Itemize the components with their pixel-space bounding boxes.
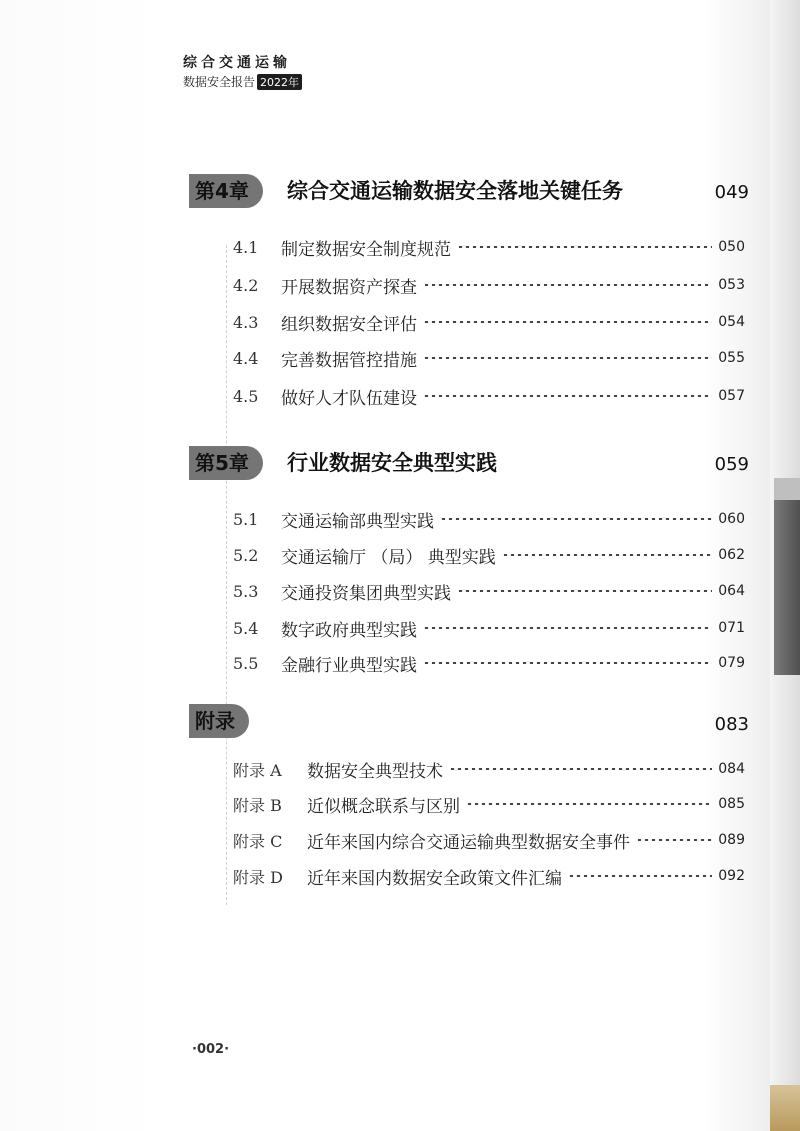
entry-title: 近年来国内数据安全政策文件汇编 bbox=[307, 868, 562, 889]
toc-entry[interactable] bbox=[233, 791, 745, 817]
page-edge-tab-upper bbox=[774, 478, 800, 502]
entry-page-number: 050 bbox=[718, 239, 745, 255]
entry-number: 5.4 bbox=[233, 618, 259, 638]
appendix-heading[interactable] bbox=[189, 704, 749, 738]
header-year-badge: 2022年 bbox=[257, 74, 302, 90]
page-edge-bottom bbox=[770, 1085, 800, 1131]
chapter-title: 行业数据安全典型实践 bbox=[287, 451, 497, 475]
dot-leader bbox=[440, 518, 712, 520]
dot-leader bbox=[568, 875, 712, 877]
entry-title: 完善数据管控措施 bbox=[281, 350, 417, 371]
dot-leader bbox=[502, 554, 712, 556]
entry-title: 交通运输部典型实践 bbox=[281, 511, 434, 532]
entry-page-number: 053 bbox=[718, 277, 745, 293]
toc-entry[interactable] bbox=[233, 650, 745, 676]
entry-title: 开展数据资产探查 bbox=[281, 277, 417, 298]
toc-entry[interactable] bbox=[233, 863, 745, 889]
entry-number: 附录 B bbox=[233, 795, 282, 815]
chapter-page-number: 049 bbox=[714, 182, 749, 203]
entry-page-number: 064 bbox=[718, 583, 745, 599]
dot-leader bbox=[636, 839, 712, 841]
entry-title: 数字政府典型实践 bbox=[281, 620, 417, 641]
entry-title: 交通运输厅 （局） 典型实践 bbox=[281, 547, 496, 568]
entry-title: 交通投资集团典型实践 bbox=[281, 583, 451, 604]
dot-leader bbox=[457, 246, 712, 248]
toc-entry[interactable] bbox=[233, 542, 745, 568]
toc-entry[interactable] bbox=[233, 615, 745, 641]
entry-number: 5.2 bbox=[233, 545, 259, 565]
entry-page-number: 055 bbox=[718, 350, 745, 366]
entry-title: 做好人才队伍建设 bbox=[281, 388, 417, 409]
entry-page-number: 085 bbox=[718, 796, 745, 812]
page-edge-tab bbox=[774, 500, 800, 675]
entry-page-number: 084 bbox=[718, 761, 745, 777]
entry-number: 附录 A bbox=[233, 760, 282, 780]
dot-leader bbox=[466, 803, 712, 805]
toc-entry[interactable] bbox=[233, 272, 745, 298]
chapter-title: 综合交通运输数据安全落地关键任务 bbox=[287, 179, 623, 203]
entry-page-number: 054 bbox=[718, 314, 745, 330]
dot-leader bbox=[423, 627, 712, 629]
entry-page-number: 079 bbox=[718, 655, 745, 671]
entry-page-number: 092 bbox=[718, 868, 745, 884]
toc-entry[interactable] bbox=[233, 234, 745, 260]
toc-guide-line bbox=[226, 245, 227, 905]
entry-number: 4.2 bbox=[233, 275, 259, 295]
entry-page-number: 060 bbox=[718, 511, 745, 527]
chapter-badge: 第4章 bbox=[189, 174, 263, 208]
entry-title: 金融行业典型实践 bbox=[281, 655, 417, 676]
entry-number: 4.5 bbox=[233, 386, 259, 406]
dot-leader bbox=[457, 590, 712, 592]
entry-number: 4.3 bbox=[233, 312, 259, 332]
toc-entry[interactable] bbox=[233, 578, 745, 604]
chapter-5-heading[interactable] bbox=[189, 446, 749, 480]
header-subtitle: 数据安全报告 bbox=[183, 75, 256, 89]
dot-leader bbox=[449, 768, 712, 770]
chapter-page-number: 059 bbox=[714, 454, 749, 475]
dot-leader bbox=[423, 395, 712, 397]
toc-entry[interactable] bbox=[233, 309, 745, 335]
entry-number: 5.5 bbox=[233, 653, 259, 673]
chapter-page-number: 083 bbox=[714, 714, 749, 735]
entry-page-number: 071 bbox=[718, 620, 745, 636]
footer-page-number: ·002· bbox=[192, 1042, 230, 1057]
running-header bbox=[183, 52, 302, 90]
entry-number: 4.1 bbox=[233, 237, 259, 257]
entry-title: 近年来国内综合交通运输典型数据安全事件 bbox=[307, 832, 630, 853]
chapter-badge: 附录 bbox=[189, 704, 249, 738]
toc-entry[interactable] bbox=[233, 827, 745, 853]
toc-entry[interactable] bbox=[233, 756, 745, 782]
entry-number: 4.4 bbox=[233, 348, 259, 368]
dot-leader bbox=[423, 284, 712, 286]
dot-leader bbox=[423, 662, 712, 664]
toc-entry[interactable] bbox=[233, 506, 745, 532]
entry-title: 数据安全典型技术 bbox=[307, 761, 443, 782]
entry-number: 5.3 bbox=[233, 581, 259, 601]
chapter-badge: 第5章 bbox=[189, 446, 263, 480]
header-subtitle-row bbox=[183, 73, 302, 90]
entry-title: 近似概念联系与区别 bbox=[307, 796, 460, 817]
entry-page-number: 062 bbox=[718, 547, 745, 563]
dot-leader bbox=[423, 321, 712, 323]
dot-leader bbox=[423, 357, 712, 359]
entry-title: 组织数据安全评估 bbox=[281, 314, 417, 335]
entry-page-number: 089 bbox=[718, 832, 745, 848]
header-title: 综合交通运输 bbox=[183, 55, 291, 71]
toc-entry[interactable] bbox=[233, 383, 745, 409]
entry-title: 制定数据安全制度规范 bbox=[281, 239, 451, 260]
entry-number: 附录 C bbox=[233, 831, 283, 851]
entry-number: 5.1 bbox=[233, 509, 259, 529]
chapter-4-heading[interactable] bbox=[189, 174, 749, 208]
toc-entry[interactable] bbox=[233, 345, 745, 371]
entry-number: 附录 D bbox=[233, 867, 283, 887]
entry-page-number: 057 bbox=[718, 388, 745, 404]
